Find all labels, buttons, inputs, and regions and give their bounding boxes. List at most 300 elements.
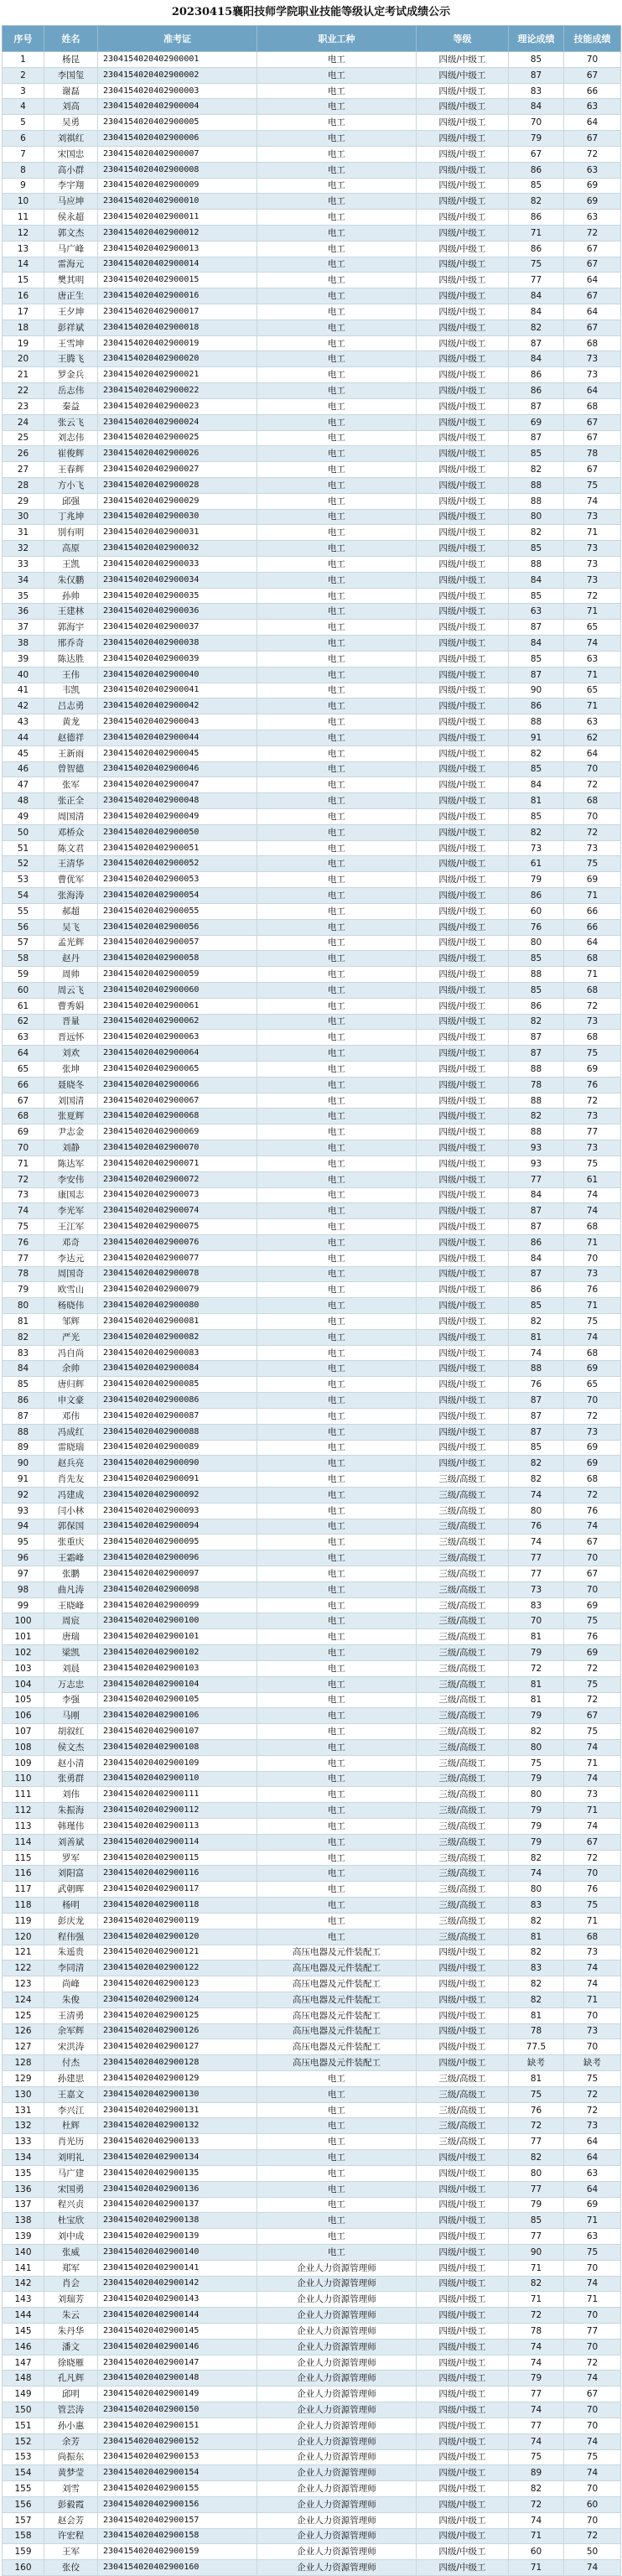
table-row [3,1945,621,1961]
cell-theory-score: 79 [509,1645,564,1661]
cell-index: 28 [3,477,44,493]
cell-index: 57 [3,935,44,951]
cell-ticket: 2304154020402900082 [98,1329,257,1345]
cell-index: 125 [3,2007,44,2023]
cell-theory-score: 82 [509,1724,564,1740]
cell-occupation: 企业人力资源管理师 [257,2481,417,2497]
cell-name: 孙帅 [44,588,98,604]
cell-index: 136 [3,2181,44,2197]
cell-name: 周国奇 [44,1266,98,1282]
cell-name: 许宏程 [44,2528,98,2544]
cell-ticket: 2304154020402900112 [98,1803,257,1819]
cell-skill-score: 69 [564,1440,621,1456]
cell-theory-score: 77 [509,1550,564,1566]
cell-index: 107 [3,1724,44,1740]
cell-theory-score: 85 [509,446,564,462]
cell-occupation: 电工 [257,414,417,430]
cell-theory-score: 86 [509,367,564,383]
cell-theory-score: 82 [509,2150,564,2166]
cell-level: 四级/中级工 [417,2229,509,2245]
cell-occupation: 电工 [257,383,417,399]
table-row [3,683,621,699]
table-row [3,83,621,99]
table-row [3,131,621,147]
cell-occupation: 电工 [257,1739,417,1755]
cell-level: 四级/中级工 [417,131,509,147]
cell-occupation: 电工 [257,1724,417,1740]
cell-level: 四级/中级工 [417,1282,509,1298]
cell-skill-score: 69 [564,2197,621,2213]
table-row [3,2071,621,2087]
table-row [3,2512,621,2528]
cell-level: 四级/中级工 [417,2007,509,2023]
cell-ticket: 2304154020402900059 [98,967,257,983]
cell-theory-score: 74 [509,2355,564,2371]
cell-name: 张夏辉 [44,1109,98,1124]
cell-name: 邹辉 [44,1314,98,1330]
cell-theory-score: 88 [509,477,564,493]
cell-occupation: 电工 [257,840,417,856]
cell-level: 四级/中级工 [417,730,509,745]
cell-skill-score: 67 [564,430,621,446]
cell-index: 158 [3,2528,44,2544]
cell-skill-score: 71 [564,1803,621,1819]
cell-index: 99 [3,1597,44,1613]
cell-name: 程伟强 [44,1929,98,1945]
cell-occupation: 电工 [257,2118,417,2134]
cell-ticket: 2304154020402900131 [98,2102,257,2118]
table-row [3,588,621,604]
cell-ticket: 2304154020402900088 [98,1424,257,1440]
cell-level: 三级/高级工 [417,2102,509,2118]
cell-ticket: 2304154020402900111 [98,1787,257,1803]
cell-index: 101 [3,1629,44,1645]
cell-occupation: 电工 [257,1487,417,1503]
cell-ticket: 2304154020402900127 [98,2039,257,2055]
cell-theory-score: 82 [509,1992,564,2007]
cell-level: 三级/高级工 [417,1708,509,1724]
cell-skill-score: 67 [564,2386,621,2402]
cell-index: 159 [3,2544,44,2560]
table-row [3,824,621,840]
cell-level: 三级/高级工 [417,2134,509,2150]
col-header-occupation: 职业工种 [257,26,417,52]
cell-occupation: 电工 [257,699,417,714]
cell-ticket: 2304154020402900007 [98,146,257,162]
table-row [3,2528,621,2544]
cell-theory-score: 86 [509,383,564,399]
cell-level: 四级/中级工 [417,2496,509,2512]
cell-theory-score: 88 [509,967,564,983]
cell-level: 四级/中级工 [417,2371,509,2386]
cell-skill-score: 66 [564,83,621,99]
cell-skill-score: 71 [564,2213,621,2229]
cell-skill-score: 71 [564,1992,621,2007]
cell-ticket: 2304154020402900021 [98,367,257,383]
table-row [3,273,621,288]
cell-name: 郭文杰 [44,225,98,241]
table-row [3,2371,621,2386]
table-row [3,2324,621,2340]
cell-level: 四级/中级工 [417,241,509,257]
cell-skill-score: 70 [564,1393,621,1409]
cell-ticket: 2304154020402900145 [98,2324,257,2340]
cell-level: 四级/中级工 [417,1424,509,1440]
cell-index: 153 [3,2449,44,2465]
cell-level: 四级/中级工 [417,493,509,509]
table-row [3,714,621,730]
cell-skill-score: 74 [564,2276,621,2292]
table-row [3,99,621,115]
cell-name: 王伟 [44,667,98,683]
cell-index: 122 [3,1961,44,1976]
cell-occupation: 电工 [257,951,417,967]
cell-index: 72 [3,1171,44,1187]
cell-theory-score: 81 [509,2071,564,2087]
cell-occupation: 高压电器及元件装配工 [257,1945,417,1961]
cell-theory-score: 71 [509,2260,564,2276]
cell-index: 156 [3,2496,44,2512]
cell-index: 85 [3,1377,44,1393]
cell-index: 18 [3,319,44,335]
cell-ticket: 2304154020402900048 [98,793,257,809]
cell-level: 三级/高级工 [417,1913,509,1929]
cell-ticket: 2304154020402900146 [98,2339,257,2355]
cell-index: 148 [3,2371,44,2386]
cell-name: 聂晓冬 [44,1077,98,1093]
cell-level: 四级/中级工 [417,998,509,1014]
cell-ticket: 2304154020402900084 [98,1361,257,1377]
cell-index: 137 [3,2197,44,2213]
cell-name: 邱强 [44,493,98,509]
table-row [3,557,621,573]
cell-name: 李强 [44,1692,98,1708]
cell-name: 吴勇 [44,115,98,131]
table-row [3,1487,621,1503]
cell-index: 55 [3,903,44,919]
cell-index: 45 [3,745,44,761]
cell-level: 四级/中级工 [417,1062,509,1078]
cell-ticket: 2304154020402900136 [98,2181,257,2197]
cell-ticket: 2304154020402900024 [98,414,257,430]
cell-ticket: 2304154020402900031 [98,525,257,541]
table-row [3,509,621,525]
cell-skill-score: 70 [564,809,621,825]
cell-index: 56 [3,919,44,935]
cell-level: 四级/中级工 [417,446,509,462]
cell-name: 赵丹 [44,951,98,967]
cell-ticket: 2304154020402900148 [98,2371,257,2386]
cell-skill-score: 70 [564,1866,621,1882]
cell-name: 周帅 [44,967,98,983]
table-row [3,351,621,367]
cell-occupation: 电工 [257,115,417,131]
cell-occupation: 电工 [257,714,417,730]
col-header-skill: 技能成绩 [564,26,621,52]
cell-index: 141 [3,2260,44,2276]
cell-ticket: 2304154020402900074 [98,1203,257,1219]
cell-skill-score: 68 [564,1345,621,1361]
cell-name: 赵小清 [44,1755,98,1771]
cell-theory-score: 87 [509,1030,564,1046]
table-row [3,699,621,714]
cell-occupation: 电工 [257,1361,417,1377]
cell-name: 余帅 [44,1361,98,1377]
cell-name: 周云飞 [44,982,98,998]
cell-ticket: 2304154020402900039 [98,651,257,667]
cell-skill-score: 67 [564,319,621,335]
cell-name: 刘欢 [44,1046,98,1062]
cell-occupation: 电工 [257,620,417,636]
cell-name: 吕志勇 [44,699,98,714]
cell-level: 四级/中级工 [417,919,509,935]
cell-level: 三级/高级工 [417,1597,509,1613]
cell-occupation: 电工 [257,1093,417,1109]
cell-level: 三级/高级工 [417,1803,509,1819]
cell-skill-score: 73 [564,351,621,367]
table-row [3,745,621,761]
cell-index: 94 [3,1519,44,1535]
cell-ticket: 2304154020402900139 [98,2229,257,2245]
cell-ticket: 2304154020402900100 [98,1613,257,1629]
cell-skill-score: 76 [564,1629,621,1645]
cell-skill-score: 72 [564,824,621,840]
cell-ticket: 2304154020402900016 [98,288,257,304]
table-row [3,1282,621,1298]
cell-occupation: 电工 [257,1755,417,1771]
cell-index: 33 [3,557,44,573]
cell-theory-score: 79 [509,872,564,888]
cell-ticket: 2304154020402900032 [98,541,257,557]
cell-ticket: 2304154020402900035 [98,588,257,604]
cell-index: 80 [3,1298,44,1314]
cell-theory-score: 84 [509,288,564,304]
cell-ticket: 2304154020402900117 [98,1882,257,1898]
cell-level: 四级/中级工 [417,951,509,967]
cell-occupation: 电工 [257,588,417,604]
cell-level: 三级/高级工 [417,1645,509,1661]
cell-ticket: 2304154020402900025 [98,430,257,446]
cell-level: 四级/中级工 [417,1250,509,1266]
cell-ticket: 2304154020402900012 [98,225,257,241]
cell-occupation: 电工 [257,162,417,178]
cell-occupation: 企业人力资源管理师 [257,2292,417,2308]
cell-index: 155 [3,2481,44,2497]
cell-name: 王霜峰 [44,1550,98,1566]
cell-skill-score: 72 [564,2355,621,2371]
cell-skill-score: 74 [564,2433,621,2449]
cell-occupation: 电工 [257,1787,417,1803]
cell-index: 35 [3,588,44,604]
cell-level: 三级/高级工 [417,1866,509,1882]
cell-name: 侯文杰 [44,1739,98,1755]
cell-occupation: 电工 [257,683,417,699]
cell-ticket: 2304154020402900045 [98,745,257,761]
cell-index: 20 [3,351,44,367]
cell-ticket: 2304154020402900004 [98,99,257,115]
table-row [3,2308,621,2324]
cell-theory-score: 82 [509,1472,564,1488]
cell-theory-score: 84 [509,1187,564,1203]
cell-index: 93 [3,1503,44,1519]
cell-occupation: 电工 [257,83,417,99]
cell-level: 四级/中级工 [417,83,509,99]
cell-name: 晋量 [44,1014,98,1030]
cell-index: 4 [3,99,44,115]
cell-ticket: 2304154020402900005 [98,115,257,131]
cell-ticket: 2304154020402900054 [98,888,257,904]
cell-theory-score: 87 [509,1266,564,1282]
cell-skill-score: 69 [564,1062,621,1078]
cell-name: 曲凡涛 [44,1581,98,1597]
table-row [3,1266,621,1282]
cell-index: 103 [3,1660,44,1676]
cell-index: 58 [3,951,44,967]
cell-occupation: 电工 [257,1234,417,1250]
table-row [3,1976,621,1992]
cell-ticket: 2304154020402900137 [98,2197,257,2213]
cell-level: 四级/中级工 [417,225,509,241]
cell-theory-score: 79 [509,1708,564,1724]
cell-occupation: 电工 [257,241,417,257]
cell-occupation: 电工 [257,131,417,147]
cell-theory-score: 74 [509,1535,564,1550]
cell-theory-score: 72 [509,2118,564,2134]
cell-skill-score: 69 [564,872,621,888]
cell-skill-score: 75 [564,2244,621,2260]
cell-name: 曹秀娟 [44,998,98,1014]
cell-occupation: 电工 [257,1913,417,1929]
cell-ticket: 2304154020402900123 [98,1976,257,1992]
cell-occupation: 电工 [257,1456,417,1472]
cell-theory-score: 82 [509,1913,564,1929]
cell-ticket: 2304154020402900052 [98,856,257,872]
cell-skill-score: 75 [564,856,621,872]
cell-skill-score: 74 [564,2560,621,2576]
table-row [3,178,621,194]
cell-occupation: 企业人力资源管理师 [257,2449,417,2465]
cell-occupation: 电工 [257,1314,417,1330]
cell-name: 杨昆 [44,52,98,68]
cell-theory-score: 88 [509,1062,564,1078]
cell-theory-score: 86 [509,1282,564,1298]
cell-occupation: 电工 [257,1660,417,1676]
cell-level: 四级/中级工 [417,304,509,320]
table-row [3,1819,621,1835]
cell-index: 27 [3,462,44,478]
cell-theory-score: 89 [509,2465,564,2481]
cell-name: 王新雨 [44,745,98,761]
cell-theory-score: 84 [509,777,564,793]
table-row [3,636,621,652]
cell-name: 王春辉 [44,462,98,478]
cell-skill-score: 67 [564,1535,621,1550]
cell-ticket: 2304154020402900159 [98,2544,257,2560]
cell-index: 63 [3,1030,44,1046]
cell-name: 万志忠 [44,1676,98,1692]
cell-skill-score: 75 [564,1724,621,1740]
cell-occupation: 电工 [257,1708,417,1724]
cell-index: 5 [3,115,44,131]
cell-skill-score: 69 [564,1597,621,1613]
cell-name: 唐正生 [44,288,98,304]
cell-ticket: 2304154020402900121 [98,1945,257,1961]
cell-name: 闫小林 [44,1503,98,1519]
cell-skill-score: 74 [564,1203,621,1219]
cell-name: 陈文君 [44,840,98,856]
cell-ticket: 2304154020402900153 [98,2449,257,2465]
cell-theory-score: 77 [509,2229,564,2245]
cell-ticket: 2304154020402900087 [98,1408,257,1424]
table-row [3,651,621,667]
table-row [3,2102,621,2118]
cell-ticket: 2304154020402900132 [98,2118,257,2134]
cell-theory-score: 82 [509,745,564,761]
cell-level: 四级/中级工 [417,935,509,951]
cell-skill-score: 67 [564,414,621,430]
cell-skill-score: 70 [564,2402,621,2418]
cell-ticket: 2304154020402900046 [98,761,257,777]
cell-index: 68 [3,1109,44,1124]
cell-level: 四级/中级工 [417,210,509,226]
cell-level: 四级/中级工 [417,761,509,777]
table-row [3,1866,621,1882]
cell-index: 100 [3,1613,44,1629]
cell-occupation: 电工 [257,1077,417,1093]
cell-skill-score: 73 [564,2023,621,2039]
cell-name: 罗军 [44,1850,98,1866]
cell-ticket: 2304154020402900036 [98,604,257,620]
cell-skill-score: 65 [564,620,621,636]
table-row [3,2276,621,2292]
table-row [3,919,621,935]
cell-index: 1 [3,52,44,68]
cell-index: 74 [3,1203,44,1219]
table-row [3,1408,621,1424]
table-row [3,1771,621,1787]
cell-name: 朱振海 [44,1803,98,1819]
header-row [3,26,621,52]
cell-theory-score: 75 [509,1755,564,1771]
cell-ticket: 2304154020402900055 [98,903,257,919]
cell-ticket: 2304154020402900142 [98,2276,257,2292]
table-row [3,2007,621,2023]
cell-ticket: 2304154020402900157 [98,2512,257,2528]
cell-skill-score: 73 [564,572,621,588]
cell-name: 朱遥贵 [44,1945,98,1961]
cell-level: 三级/高级工 [417,1771,509,1787]
cell-index: 76 [3,1234,44,1250]
cell-index: 105 [3,1692,44,1708]
cell-occupation: 电工 [257,1929,417,1945]
cell-occupation: 电工 [257,2071,417,2087]
cell-skill-score: 67 [564,1708,621,1724]
cell-ticket: 2304154020402900010 [98,194,257,210]
cell-level: 四级/中级工 [417,414,509,430]
cell-skill-score: 60 [564,2496,621,2512]
cell-index: 16 [3,288,44,304]
cell-name: 邓奇 [44,1234,98,1250]
table-row [3,2197,621,2213]
cell-index: 98 [3,1581,44,1597]
cell-theory-score: 82 [509,1456,564,1472]
cell-theory-score: 81 [509,1692,564,1708]
cell-occupation: 电工 [257,541,417,557]
table-row [3,1361,621,1377]
cell-name: 高原 [44,541,98,557]
cell-skill-score: 63 [564,2165,621,2181]
cell-name: 管芸涛 [44,2402,98,2418]
